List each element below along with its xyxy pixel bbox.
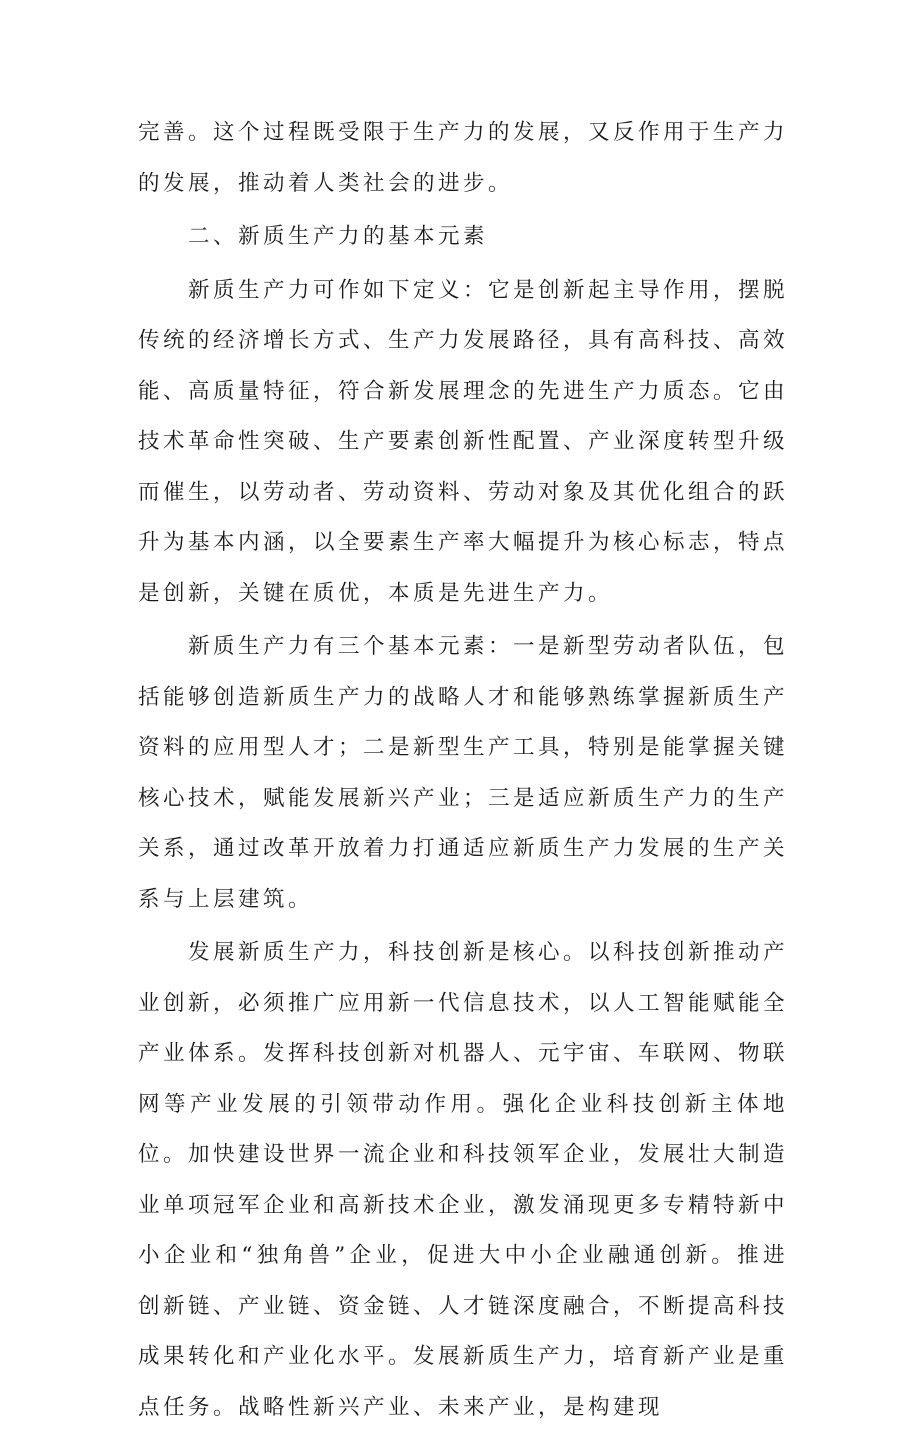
- paragraph-basic-elements: 新质生产力有三个基本元素：一是新型劳动者队伍，包括能够创造新质生产力的战略人才和能够熟练掌握新质生产资料的应用型人才；二是新型生产工具，特别是能掌握关键核心技术，赋能发展新兴产业；三是适应新质生产力的生产关系，通过改革开放着力打通适应新质生产力发展的生产关系与上层建筑。: [138, 634, 789, 912]
- paragraph-definition: 新质生产力可作如下定义：它是创新起主导作用，摆脱传统的经济增长方式、生产力发展路径，具有高科技、高效能、高质量特征，符合新发展理念的先进生产力质态。它由技术革命性突破、生产要素创新性配置、产业深度转型升级而催生，以劳动者、劳动资料、劳动对象及其优化组合的跃升为基本内涵，以全要素生产率大幅提升为核心标志，特点是创新，关键在质优，本质是先进生产力。: [138, 277, 789, 606]
- section-heading: 二、新质生产力的基本元素: [188, 224, 489, 249]
- paragraph-continuation: 完善。这个过程既受限于生产力的发展，又反作用于生产力的发展，推动着人类社会的进步。: [138, 120, 789, 196]
- document-body: [138, 108, 788, 1436]
- paragraph-innovation: 发展新质生产力，科技创新是核心。以科技创新推动产业创新，必须推广应用新一代信息技术，以人工智能赋能全产业体系。发挥科技创新对机器人、元宇宙、车联网、物联网等产业发展的引领带动作用。强化企业科技创新主体地位。加快建设世界一流企业和科技领军企业，发展壮大制造业单项冠军企业和高新技术企业，激发涌现更多专精特新中小企业和“独角兽”企业，促进大中小企业融通创新。推进创新链、产业链、资金链、人才链深度融合，不断提高科技成果转化和产业化水平。发展新质生产力，培育新产业是重点任务。战略性新兴产业、未来产业，是构建现: [138, 940, 789, 1420]
